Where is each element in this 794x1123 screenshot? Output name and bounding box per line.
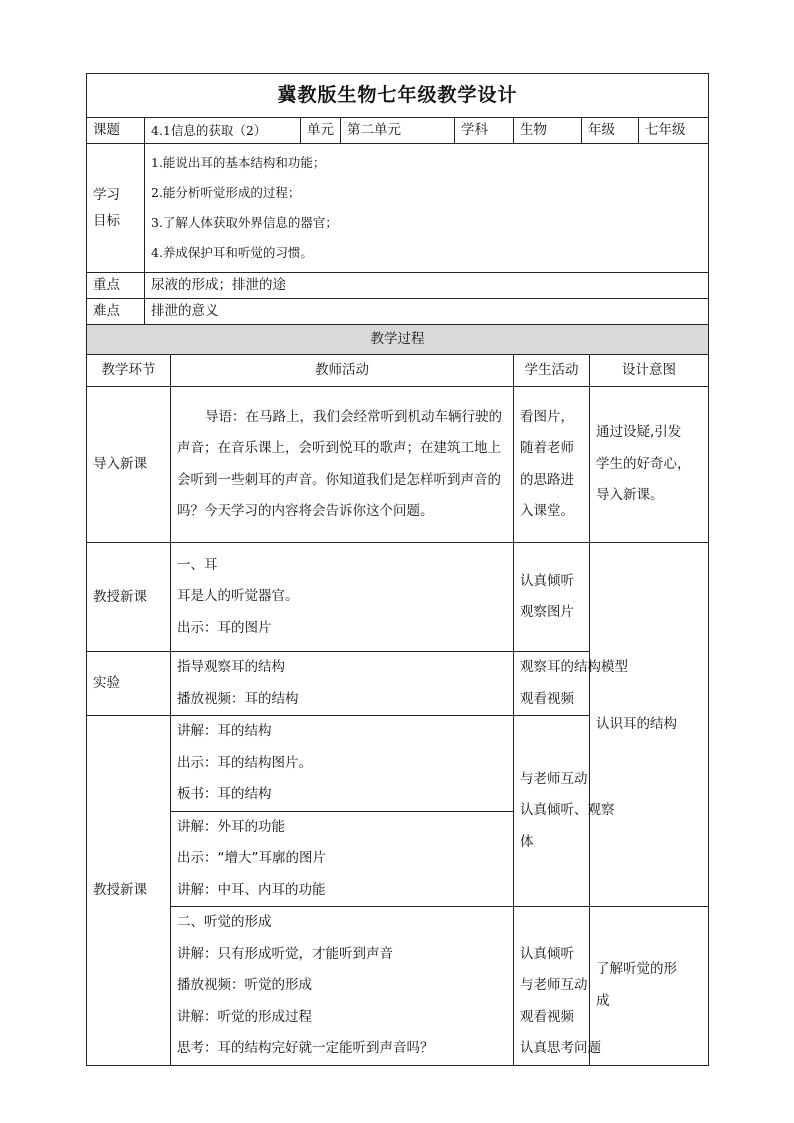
teach2-student-c-line: 认真思考问题 [520, 1040, 601, 1056]
key-point-value: 尿液的形成；排泄的途 [145, 273, 709, 299]
teach2-teacher-c-line: 讲解：听觉的形成过程 [177, 1008, 312, 1025]
teach1-teacher-line: 一、耳 [177, 556, 218, 573]
grade-value: 七年级 [639, 118, 709, 144]
teach2c-row [87, 907, 709, 1066]
experiment-teacher-line: 播放视频：耳的结构 [177, 690, 299, 707]
goals-row [87, 144, 709, 273]
teach2-teacher-a-line: 讲解：耳的结构 [177, 723, 272, 739]
key-point-label: 重点 [87, 273, 145, 299]
unit-label: 单元 [301, 118, 341, 144]
teach2-student [514, 716, 615, 907]
intro-intent-line-3: 导入新课。 [596, 487, 664, 504]
intro-stage: 导入新课 [87, 387, 171, 543]
intro-student [514, 387, 590, 543]
intro-student-line-2: 的思路进入课堂。 [520, 471, 574, 519]
difficulty-value: 排泄的意义 [145, 299, 709, 325]
teach2-teacher-c-line: 讲解：只有形成听觉，才能听到声音 [177, 945, 393, 962]
experiment-student-line: 观看视频 [520, 690, 574, 707]
col-stage-header: 教学环节 [87, 355, 171, 387]
topic-value: 4.1信息的获取（2） [145, 118, 301, 144]
teach2-stage: 教授新课 [87, 716, 171, 1066]
teach1-teacher-line: 出示：耳的图片 [177, 619, 272, 636]
difficulty-row [87, 299, 709, 325]
teach1-student-line: 认真倾听 [520, 572, 574, 589]
teach1-student [514, 543, 590, 652]
subject-value: 生物 [514, 118, 582, 144]
goals-label-line-1: 学习 [93, 187, 120, 203]
col-intent-header: 设计意图 [590, 355, 709, 387]
teach2-intent-c [590, 907, 709, 1066]
column-header-row [87, 355, 709, 387]
goals-label [87, 144, 145, 273]
col-teacher-header: 教师活动 [171, 355, 514, 387]
teach2-teacher-c-line: 播放视频：听觉的形成 [177, 977, 312, 993]
intro-intent-line-2: 学生的好奇心， [596, 455, 691, 472]
goal-item: 4.养成保护耳和听觉的习惯。 [151, 245, 313, 260]
teach2-intent-c-line-1: 了解听觉的形 [596, 961, 677, 978]
teach1-stage: 教授新课 [87, 543, 171, 652]
intro-row [87, 387, 709, 543]
teach2-student-line: 认真倾听、观察 [520, 802, 615, 819]
topic-label: 课题 [87, 118, 145, 144]
teach2-teacher-a [171, 716, 514, 812]
grade-label: 年级 [582, 118, 639, 144]
key-point-row [87, 273, 709, 299]
teach2-student-line: 体 [520, 833, 534, 850]
goals-list [145, 144, 709, 273]
experiment-student [514, 652, 628, 716]
intro-student-line-1: 看图片，随着老师 [520, 408, 574, 456]
subject-label: 学科 [455, 118, 514, 144]
teach2-teacher-b-line: 讲解：外耳的功能 [177, 818, 285, 835]
teach1-teacher-line: 耳是人的听觉器官。 [177, 588, 299, 605]
difficulty-label: 难点 [87, 299, 145, 325]
teach2-teacher-a-line: 板书：耳的结构 [177, 786, 272, 802]
lesson-plan-page [86, 73, 708, 1066]
intro-teacher-text: 导语：在马路上，我们会经常听到机动车辆行驶的声音；在音乐课上，会听到悦耳的歌声；在建筑工地上会听到一些刺耳的声音。你知道我们是怎样听到声音的吗？今天学习的内容将会告诉你这个问题。 [177, 408, 502, 519]
goal-item: 2.能分析听觉形成的过程； [151, 185, 301, 200]
experiment-teacher [171, 652, 514, 716]
experiment-teacher-line: 指导观察耳的结构 [177, 659, 285, 675]
unit-value: 第二单元 [341, 118, 455, 144]
teach2-student-c-line: 与老师互动 [520, 977, 588, 993]
teach1-teacher [171, 543, 514, 652]
teach2-student-line: 与老师互动 [520, 770, 588, 787]
intro-intent-line-1: 通过设疑,引发 [596, 424, 682, 441]
teach2-teacher-c [171, 907, 514, 1066]
goals-label-line-2: 目标 [93, 213, 120, 229]
experiment-student-line: 观察耳的结构模型 [520, 659, 628, 675]
teach1-row [87, 543, 709, 652]
teach2-student-c-line: 观看视频 [520, 1008, 574, 1025]
goal-item: 3.了解人体获取外界信息的器官； [151, 215, 338, 230]
document-title: 冀教版生物七年级教学设计 [87, 74, 709, 118]
intro-intent [590, 387, 709, 543]
header-row [87, 118, 709, 144]
teach1-student-line: 观察图片 [520, 604, 574, 620]
goal-item: 1.能说出耳的基本结构和功能； [151, 155, 326, 170]
teach2-student-c [514, 907, 601, 1066]
teach2-teacher-b-line: 讲解：中耳、内耳的功能 [177, 881, 326, 898]
teach2-teacher-b-line: 出示：“增大”耳廓的图片 [177, 850, 326, 866]
teach2-teacher-c-line: 二、听觉的形成 [177, 914, 272, 930]
teach2-student-c-line: 认真倾听 [520, 945, 574, 962]
intro-teacher [171, 387, 514, 543]
teach2-intent-c-line-2: 成 [596, 992, 610, 1009]
experiment-stage: 实验 [87, 652, 171, 716]
teach2-teacher-a-line: 出示：耳的结构图片。 [177, 754, 312, 771]
lesson-plan-table [86, 73, 709, 1066]
teach2-teacher-c-line: 思考：耳的结构完好就一定能听到声音吗？ [177, 1040, 434, 1056]
ear-structure-intent: 认识耳的结构 [590, 543, 709, 907]
process-title: 教学过程 [87, 325, 709, 355]
col-student-header: 学生活动 [514, 355, 590, 387]
teach2-teacher-b [171, 811, 514, 907]
